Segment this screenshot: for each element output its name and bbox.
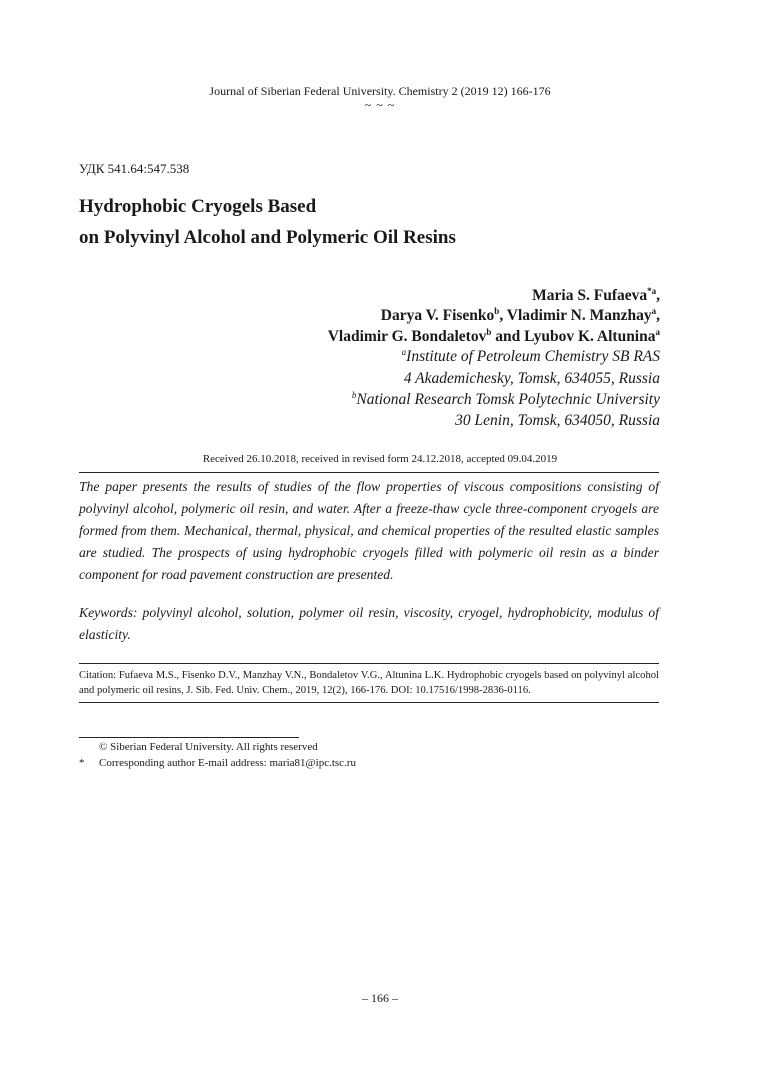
affiliation-a-name: $^a$Institute of Petroleum Chemistry SB RAS: [401, 346, 660, 365]
author-mark: a: [651, 305, 657, 316]
separator: ,: [499, 307, 504, 324]
author-name: Vladimir G. Bondaletov: [327, 328, 487, 345]
footnote-divider: [79, 737, 299, 738]
author-name: Vladimir N. Manzhay: [506, 307, 652, 324]
author-name: Lyubov K. Altunina: [524, 328, 656, 345]
abstract: The paper presents the results of studies of the flow properties of viscous compositions consisting of polyvinyl alcohol, polymeric oil resin, and water. After a freeze-thaw cycle three-component cryogels are formed from them. Mechanical, thermal, physical, and chemical properties of the resulted elastic samples are studied. The prospects of using hydrophobic cryogels filled with polymeric oil resin as a binder component for road pavement construction are presented.: [79, 479, 659, 582]
separator: ,: [656, 307, 660, 324]
paper-title-line-2: on Polyvinyl Alcohol and Polymeric Oil Resins: [79, 227, 456, 248]
divider: [79, 702, 659, 703]
author-name: Darya V. Fisenko: [380, 307, 495, 324]
separator: and: [491, 328, 525, 345]
affiliation-a-address: 4 Akademichesky, Tomsk, 634055, Russia: [403, 370, 660, 387]
author-line-2: [381, 307, 660, 325]
keywords: Keywords: polyvinyl alcohol, solution, polymer oil resin, viscosity, cryogel, hydrophobicity, modulus of elasticity.: [79, 605, 659, 642]
author-mark: a: [655, 326, 660, 337]
divider: [79, 663, 659, 664]
journal-header: Journal of Siberian Federal University. Chemistry 2 (2019 12) 166-176: [209, 84, 551, 98]
author-line-1: [532, 287, 660, 305]
affiliation-mark: a: [401, 346, 407, 357]
affiliation-b-address: 30 Lenin, Tomsk, 634050, Russia: [455, 412, 660, 429]
footnote-mark: *: [79, 757, 85, 769]
footnote-copyright: © Siberian Federal University. All rights reserved: [99, 741, 318, 753]
received-dates: Received 26.10.2018, received in revised form 24.12.2018, accepted 09.04.2019: [202, 453, 558, 465]
citation: Citation: Fufaeva M.S., Fisenko D.V., Manzhay V.N., Bondaletov V.G., Altunina L.K. Hydrophobic cryogels based on polyvinyl alcohol and polymeric oil resins, J. Sib. Fed. Univ. Chem., 2019, 12(2), 166-176. DOI: 10.17516/1998-2836-0116.: [79, 670, 659, 696]
author-mark: b: [486, 326, 492, 337]
author-name: Maria S. Fufaeva: [532, 287, 648, 304]
separator: ,: [656, 287, 660, 304]
author-mark: *a: [647, 285, 657, 296]
divider: [79, 472, 659, 473]
affiliation-mark: b: [351, 389, 357, 400]
author-mark: b: [494, 305, 500, 316]
udk-code: УДК 541.64:547.538: [79, 161, 190, 176]
author-line-3: [328, 328, 660, 346]
footnote-corresponding: * Corresponding author E-mail address: maria81@ipc.tsc.ru: [79, 757, 356, 769]
header-separator: ~ ~ ~: [364, 98, 396, 112]
page-number: – 166 –: [362, 991, 398, 1005]
paper-title-line-1: Hydrophobic Cryogels Based: [79, 196, 317, 217]
affiliation-b-name: $^b$National Research Tomsk Polytechnic University: [351, 389, 660, 408]
